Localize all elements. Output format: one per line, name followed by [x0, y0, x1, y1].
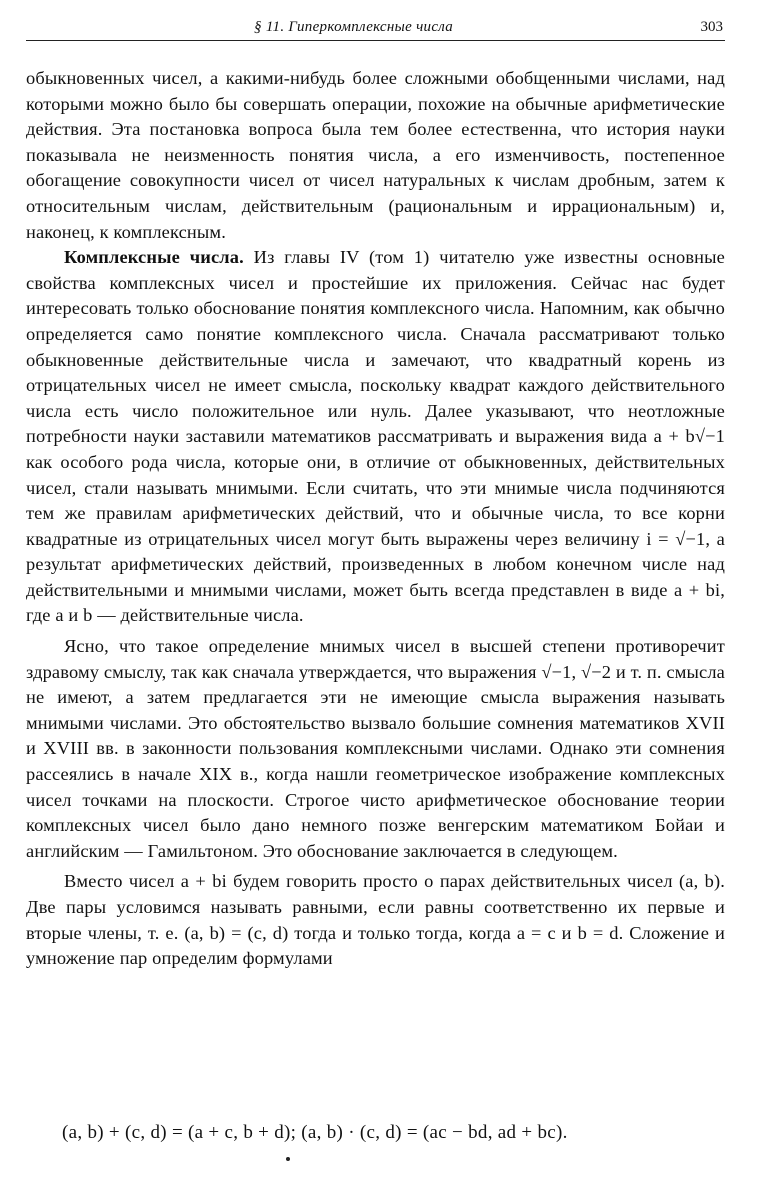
section-title: § 11. Гиперкомплексные числа — [254, 19, 454, 35]
print-speck — [286, 1157, 290, 1161]
page-number: 303 — [700, 19, 723, 35]
paragraph-2-heading: Комплексные числа. — [64, 247, 244, 268]
running-header — [26, 14, 725, 41]
paragraph-3: Ясно, что такое определение мнимых чисел в высшей степени противоречит здравому смыслу, так как сначала утверждается, что выражения √−1, √−2 и т. п. смысла не имеют, а затем предлагается эти не имеющие смысла выражения называть мнимыми числами. Это обстоятельство вызвало большие сомнения математиков XVII и XVIII вв. в законности пользования комплексными числами. Однако эти сомнения рассеялись в начале XIX в., когда нашли геометрическое изображение комплексных чисел точками на плоскости. Строгое чисто арифметическое обоснование теории комплексных чисел было дано немного позже венгерским математиком Бойаи и английским — Гамильтоном. Это обоснование заключается в следующем. — [26, 636, 725, 861]
paragraph-4: Вместо чисел a + bi будем говорить просто о парах действительных чисел (a, b). Две пары условимся называть равными, если равны соответственно их первые и вторые члены, т. е. (a, b) = (c, d) тогда и только тогда, когда a = c и b = d. Сложение и умножение пар определим формулами — [26, 871, 725, 969]
paragraph-2 — [26, 245, 725, 629]
definition-formula: (a, b) + (c, d) = (a + c, b + d); (a, b) · (c, d) = (ac − bd, ad + bc). — [62, 1122, 568, 1143]
paragraph-2-text: Из главы IV (том 1) читателю уже известны основные свойства комплексных чисел и простейшие их приложения. Сейчас нас будет интересовать только обоснование понятия комплексного числа. Напомним, как обычно определяется само понятие комплексного числа. Сначала рассматривают только обыкновенные действительные числа и замечают, что квадратный корень из отрицательных чисел не имеет смысла, поскольку квадрат каждого действительного числа есть число положительное или нуль. Далее указывают, что неотложные потребности науки заставили математиков рассматривать и выражения вида a + b√−1 как особого рода числа, которые они, в отличие от обыкновенных, действительных чисел, стали называть мнимыми. Если считать, что эти мнимые числа подчиняются тем же правилам арифметических действий, что и обычные числа, то все корни квадратные из отрицательных чисел могут быть выражены через величину i = √−1, а результат арифметических действий, произведенных в любом конечном числе над действительными и мнимыми числами, может быть всегда представлен в виде a + bi, где a и b — действительные числа. — [26, 247, 725, 626]
paragraph-1: обыкновенных чисел, а какими-нибудь более сложными обобщенными числами, над которыми можно было бы совершать операции, похожие на обычные арифметические действия. Эта постановка вопроса была тем более естественна, что история науки показывала не неизменность понятия числа, а его изменчивость, постепенное обогащение совокупности чисел от чисел натуральных к числам дробным, затем к относительным числам, действительным (рациональным и иррациональным) и, наконец, к комплексным. — [26, 68, 725, 242]
body-text — [26, 66, 725, 972]
